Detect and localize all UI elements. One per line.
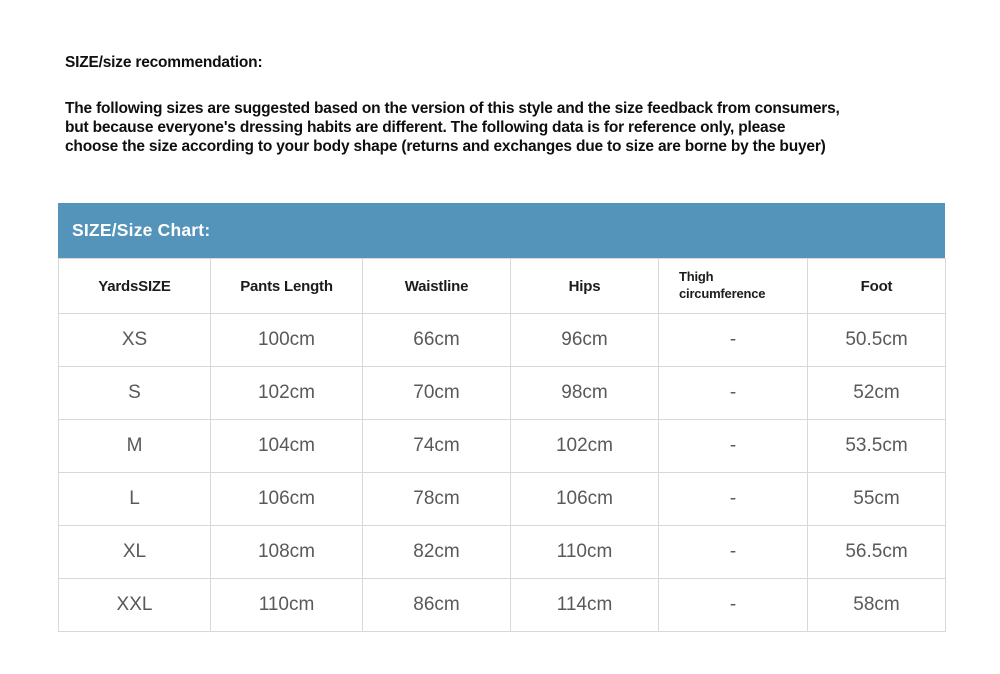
table-cell: 96cm [511, 314, 659, 367]
table-cell: 74cm [363, 420, 511, 473]
column-header-foot: Foot [808, 259, 946, 314]
header-row [59, 259, 946, 314]
table-cell: 110cm [511, 526, 659, 579]
intro-line: The following sizes are suggested based on the version of this style and the size feedback from consumers, [65, 100, 840, 117]
table-cell: 50.5cm [808, 314, 946, 367]
table-cell: S [59, 367, 211, 420]
table-cell: 110cm [211, 579, 363, 632]
table-cell: 102cm [511, 420, 659, 473]
column-header-yards-size: YardsSIZE [59, 259, 211, 314]
table-cell: 102cm [211, 367, 363, 420]
table-cell: - [659, 420, 808, 473]
table-row-xl [59, 526, 946, 579]
table-cell: M [59, 420, 211, 473]
column-header-thigh-circumference: Thigh circumference [659, 259, 808, 314]
table-cell: 55cm [808, 473, 946, 526]
table-cell: 66cm [363, 314, 511, 367]
table-cell: 86cm [363, 579, 511, 632]
table-cell: 82cm [363, 526, 511, 579]
table-cell: 52cm [808, 367, 946, 420]
table-cell: 106cm [511, 473, 659, 526]
table-cell: 78cm [363, 473, 511, 526]
column-header-waistline: Waistline [363, 259, 511, 314]
table-row-xxl [59, 579, 946, 632]
table-cell: - [659, 579, 808, 632]
column-header-pants-length: Pants Length [211, 259, 363, 314]
table-cell: XL [59, 526, 211, 579]
table-cell: - [659, 526, 808, 579]
table-cell: - [659, 367, 808, 420]
intro-line: but because everyone's dressing habits are different. The following data is for reference only, please [65, 119, 786, 136]
table-cell: 98cm [511, 367, 659, 420]
table-cell: L [59, 473, 211, 526]
table-cell: XS [59, 314, 211, 367]
table-row-xs [59, 314, 946, 367]
size-table [58, 258, 946, 632]
table-row-l [59, 473, 946, 526]
table-cell: 58cm [808, 579, 946, 632]
table-cell: - [659, 473, 808, 526]
table-cell: 100cm [211, 314, 363, 367]
intro-paragraph [65, 99, 955, 156]
table-cell: 108cm [211, 526, 363, 579]
table-row-m [59, 420, 946, 473]
table-cell: XXL [59, 579, 211, 632]
table-cell: - [659, 314, 808, 367]
table-cell: 104cm [211, 420, 363, 473]
size-chart-title: SIZE/Size Chart: [58, 203, 945, 258]
intro-line: choose the size according to your body shape (returns and exchanges due to size are borne by the buyer) [65, 138, 826, 155]
table-cell: 106cm [211, 473, 363, 526]
page-title: SIZE/size recommendation: [65, 54, 263, 71]
table-cell: 70cm [363, 367, 511, 420]
table-row-s [59, 367, 946, 420]
table-cell: 114cm [511, 579, 659, 632]
size-chart [58, 203, 945, 632]
table-cell: 53.5cm [808, 420, 946, 473]
table-cell: 56.5cm [808, 526, 946, 579]
column-header-hips: Hips [511, 259, 659, 314]
